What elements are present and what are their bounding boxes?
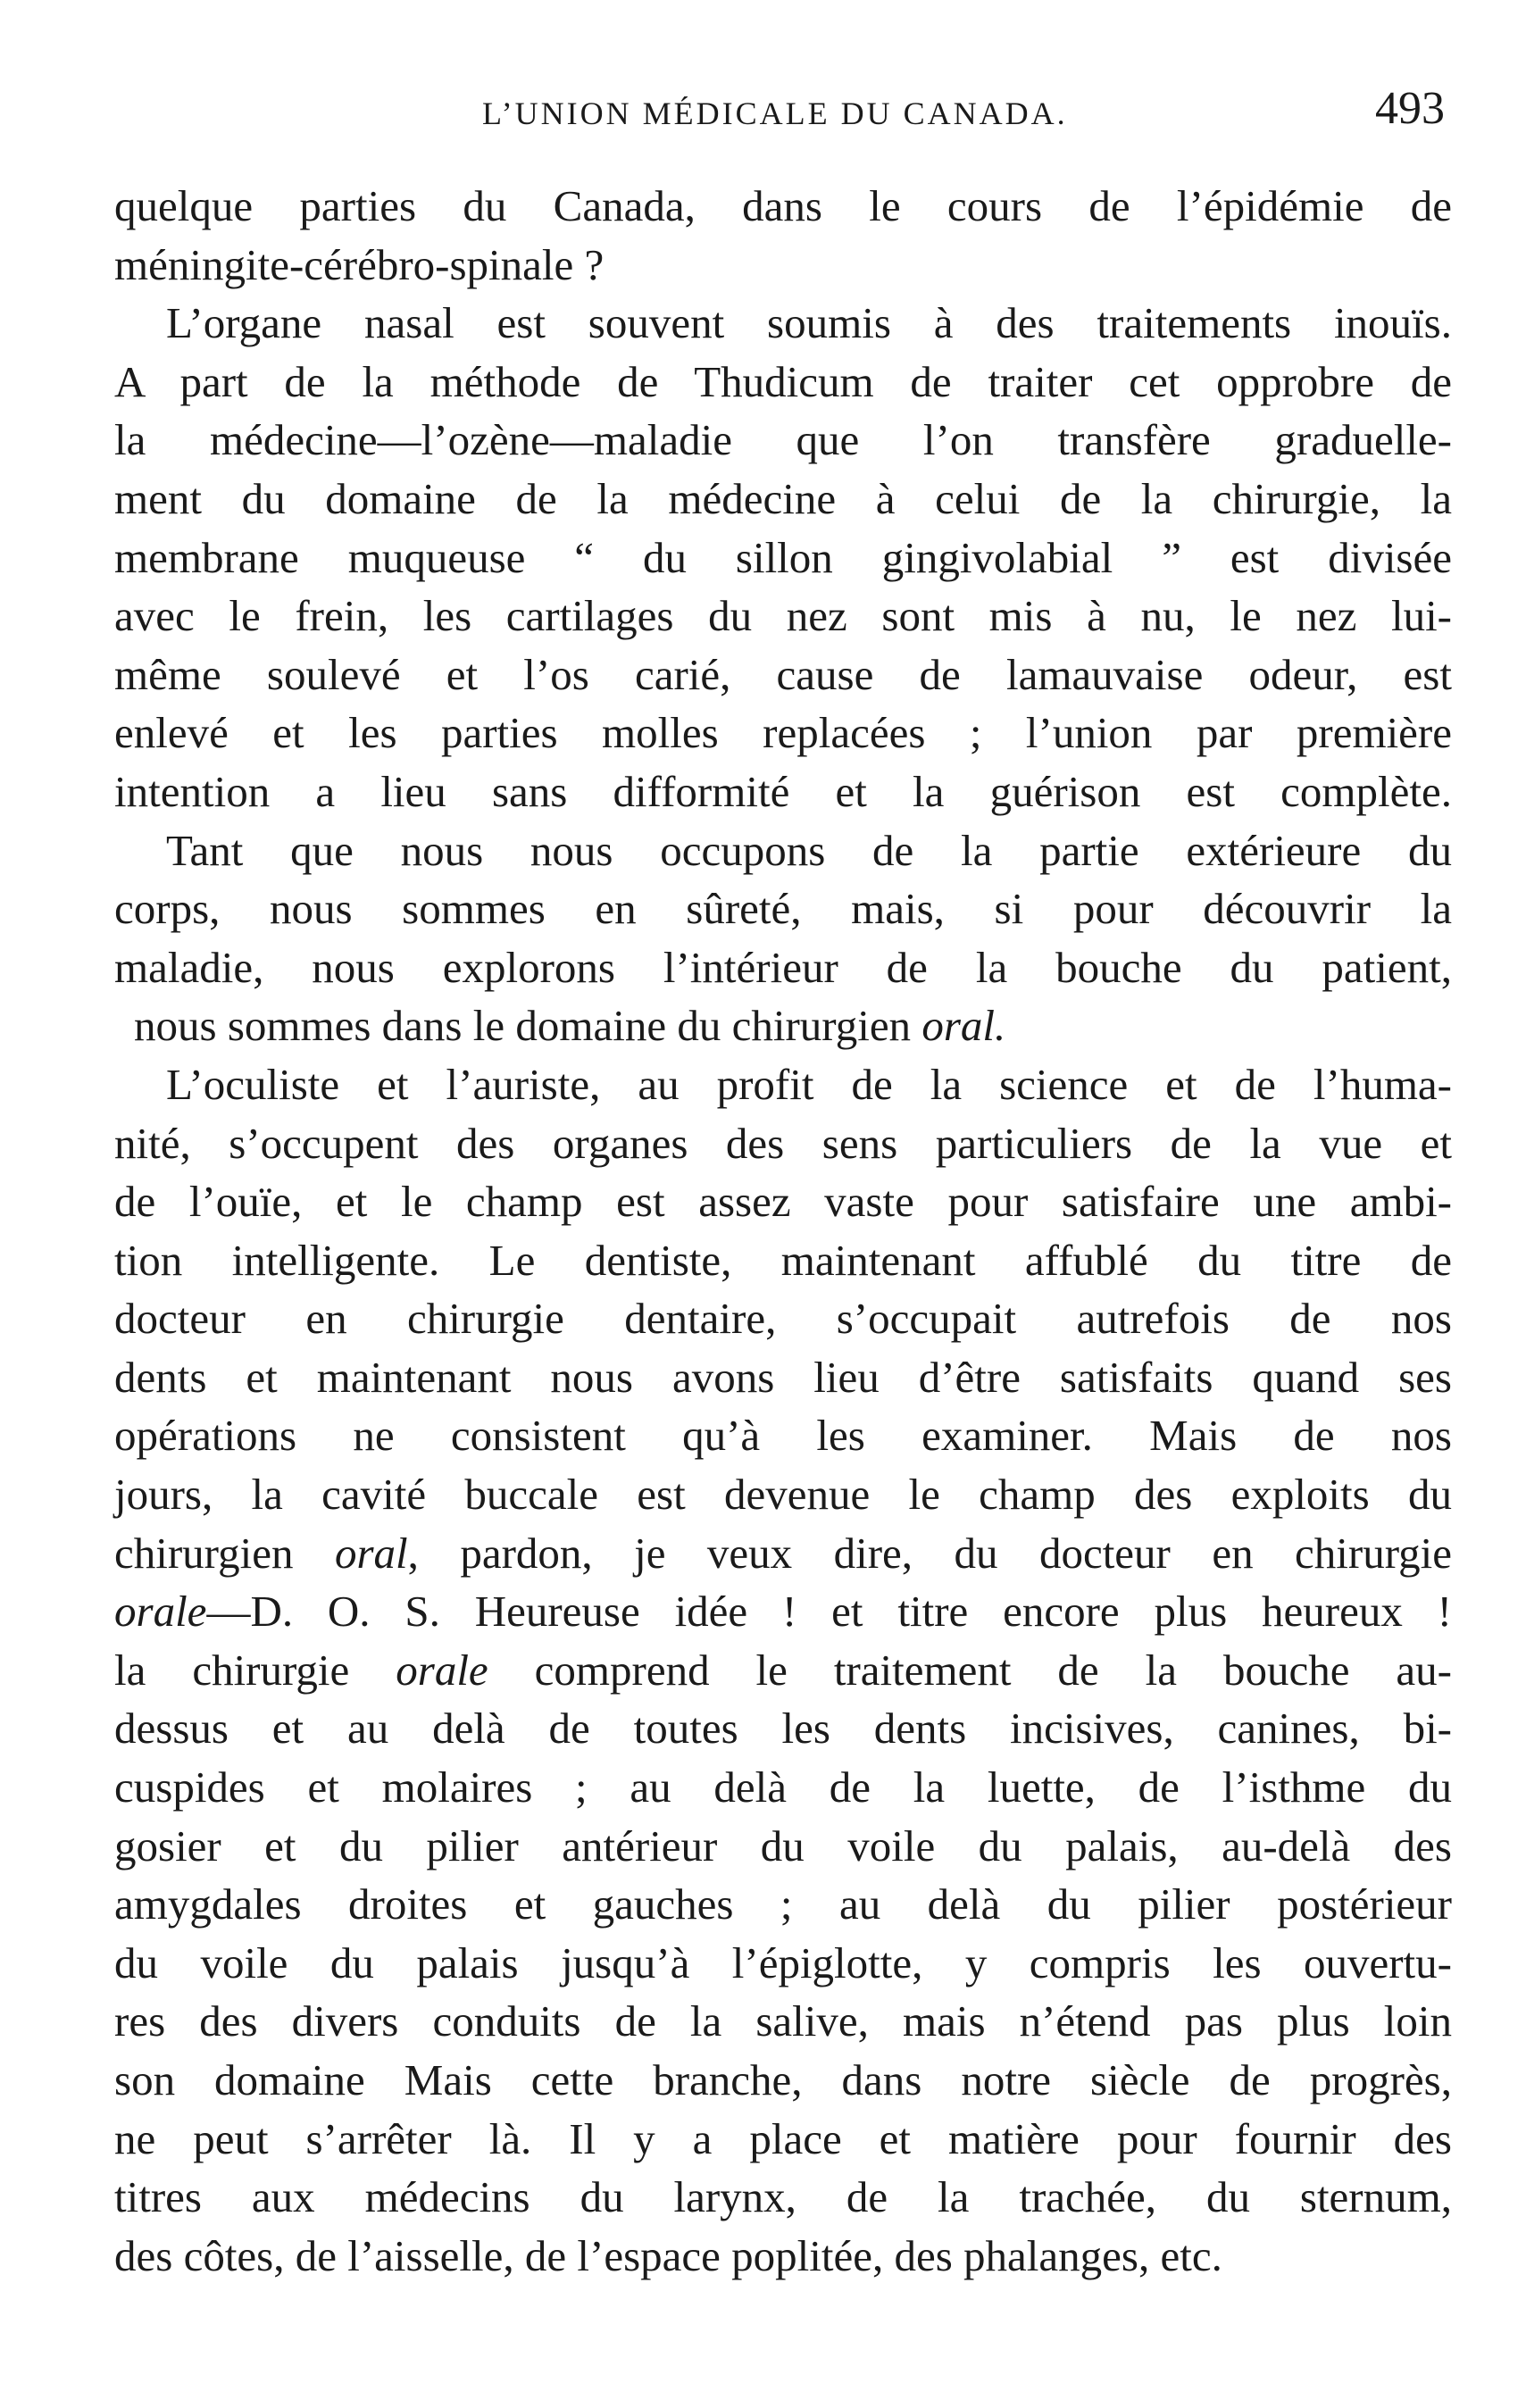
italic-word: oral. (921, 1001, 1006, 1051)
text-line: gosier et du pilier antérieur du voile du palais, au-delà des (114, 1821, 1452, 1871)
text-line (114, 1641, 1452, 1700)
running-title: L’UNION MÉDICALE DU CANADA. (482, 96, 1068, 131)
text-line (114, 1524, 1452, 1583)
text-line: opérations ne consistent qu’à les examiner. Mais de nos (114, 1411, 1452, 1461)
text-line: la médecine—l’ozène—maladie que l’on transfère graduelle- (114, 415, 1452, 465)
text-line: amygdales droites et gauches ; au delà du pilier postérieur (114, 1879, 1452, 1929)
running-header (0, 82, 1526, 136)
text-line: corps, nous sommes en sûreté, mais, si pour découvrir la (114, 884, 1452, 934)
text-line: des côtes, de l’aisselle, de l’espace poplitée, des phalanges, etc. (114, 2230, 1222, 2280)
italic-word: orale (114, 1587, 207, 1637)
text-line: maladie, nous explorons l’intérieur de la bouche du patient, (114, 942, 1452, 992)
text-line: dessus et au delà de toutes les dents incisives, canines, bi- (114, 1704, 1452, 1754)
text-line: du voile du palais jusqu’à l’épiglotte, y compris les ouvertu- (114, 1937, 1452, 1987)
text-segment: , pardon, je veux dire, du docteur en chirurgie (407, 1528, 1452, 1578)
text-line: enlevé et les parties molles replacées ; l’union par première (114, 708, 1452, 758)
text-line: jours, la cavité buccale est devenue le champ des exploits du (114, 1470, 1452, 1520)
text-line (114, 996, 1452, 1055)
text-line: membrane muqueuse “ du sillon gingivolabial ” est divisée (114, 532, 1452, 582)
body-text (114, 177, 1452, 2285)
text-segment: chirurgien (114, 1528, 335, 1578)
paragraph-start-line: L’organe nasal est souvent soumis à des traitements inouïs. (166, 298, 1452, 348)
text-line: ne peut s’arrêter là. Il y a place et matière pour fournir des (114, 2113, 1452, 2163)
page-number: 493 (1375, 83, 1445, 134)
italic-word: oral (334, 1528, 408, 1578)
text-line: docteur en chirurgie dentaire, s’occupait autrefois de nos (114, 1294, 1452, 1344)
text-line: res des divers conduits de la salive, mais n’étend pas plus loin (114, 1996, 1452, 2046)
text-line: titres aux médecins du larynx, de la trachée, du sternum, (114, 2172, 1452, 2222)
text-line: tion intelligente. Le dentiste, maintenant affublé du titre de (114, 1235, 1452, 1285)
text-line: dents et maintenant nous avons lieu d’être satisfaits quand ses (114, 1352, 1452, 1402)
text-line: méningite-cérébro-spinale ? (114, 239, 605, 289)
text-line: de l’ouïe, et le champ est assez vaste pour satisfaire une ambi- (114, 1177, 1452, 1227)
text-line: même soulevé et l’os carié, cause de lamauvaise odeur, est (114, 649, 1452, 699)
text-segment: —D. O. S. Heureuse idée ! et titre encore plus heureux ! (206, 1587, 1452, 1637)
text-segment: nous sommes dans le domaine du chirurgien (134, 1001, 922, 1051)
paragraph-start-line: L’oculiste et l’auriste, au profit de la science et de l’huma- (166, 1059, 1452, 1109)
text-line (114, 1582, 1452, 1641)
text-line: avec le frein, les cartilages du nez sont mis à nu, le nez lui- (114, 591, 1452, 641)
text-segment: comprend le traitement de la bouche au- (488, 1645, 1452, 1695)
text-segment: la chirurgie (114, 1645, 396, 1695)
italic-word: orale (396, 1645, 488, 1695)
text-line: nité, s’occupent des organes des sens particuliers de la vue et (114, 1118, 1452, 1168)
text-line: quelque parties du Canada, dans le cours de l’épidémie de (114, 181, 1452, 230)
text-line: ment du domaine de la médecine à celui de la chirurgie, la (114, 473, 1452, 523)
paragraph-start-line: Tant que nous nous occupons de la partie extérieure du (166, 825, 1452, 875)
text-line: son domaine Mais cette branche, dans notre siècle de progrès, (114, 2055, 1452, 2104)
text-line: cuspides et molaires ; au delà de la luette, de l’isthme du (114, 1762, 1452, 1812)
text-line: A part de la méthode de Thudicum de traiter cet opprobre de (114, 356, 1452, 406)
text-line: intention a lieu sans difformité et la guérison est complète. (114, 766, 1452, 816)
